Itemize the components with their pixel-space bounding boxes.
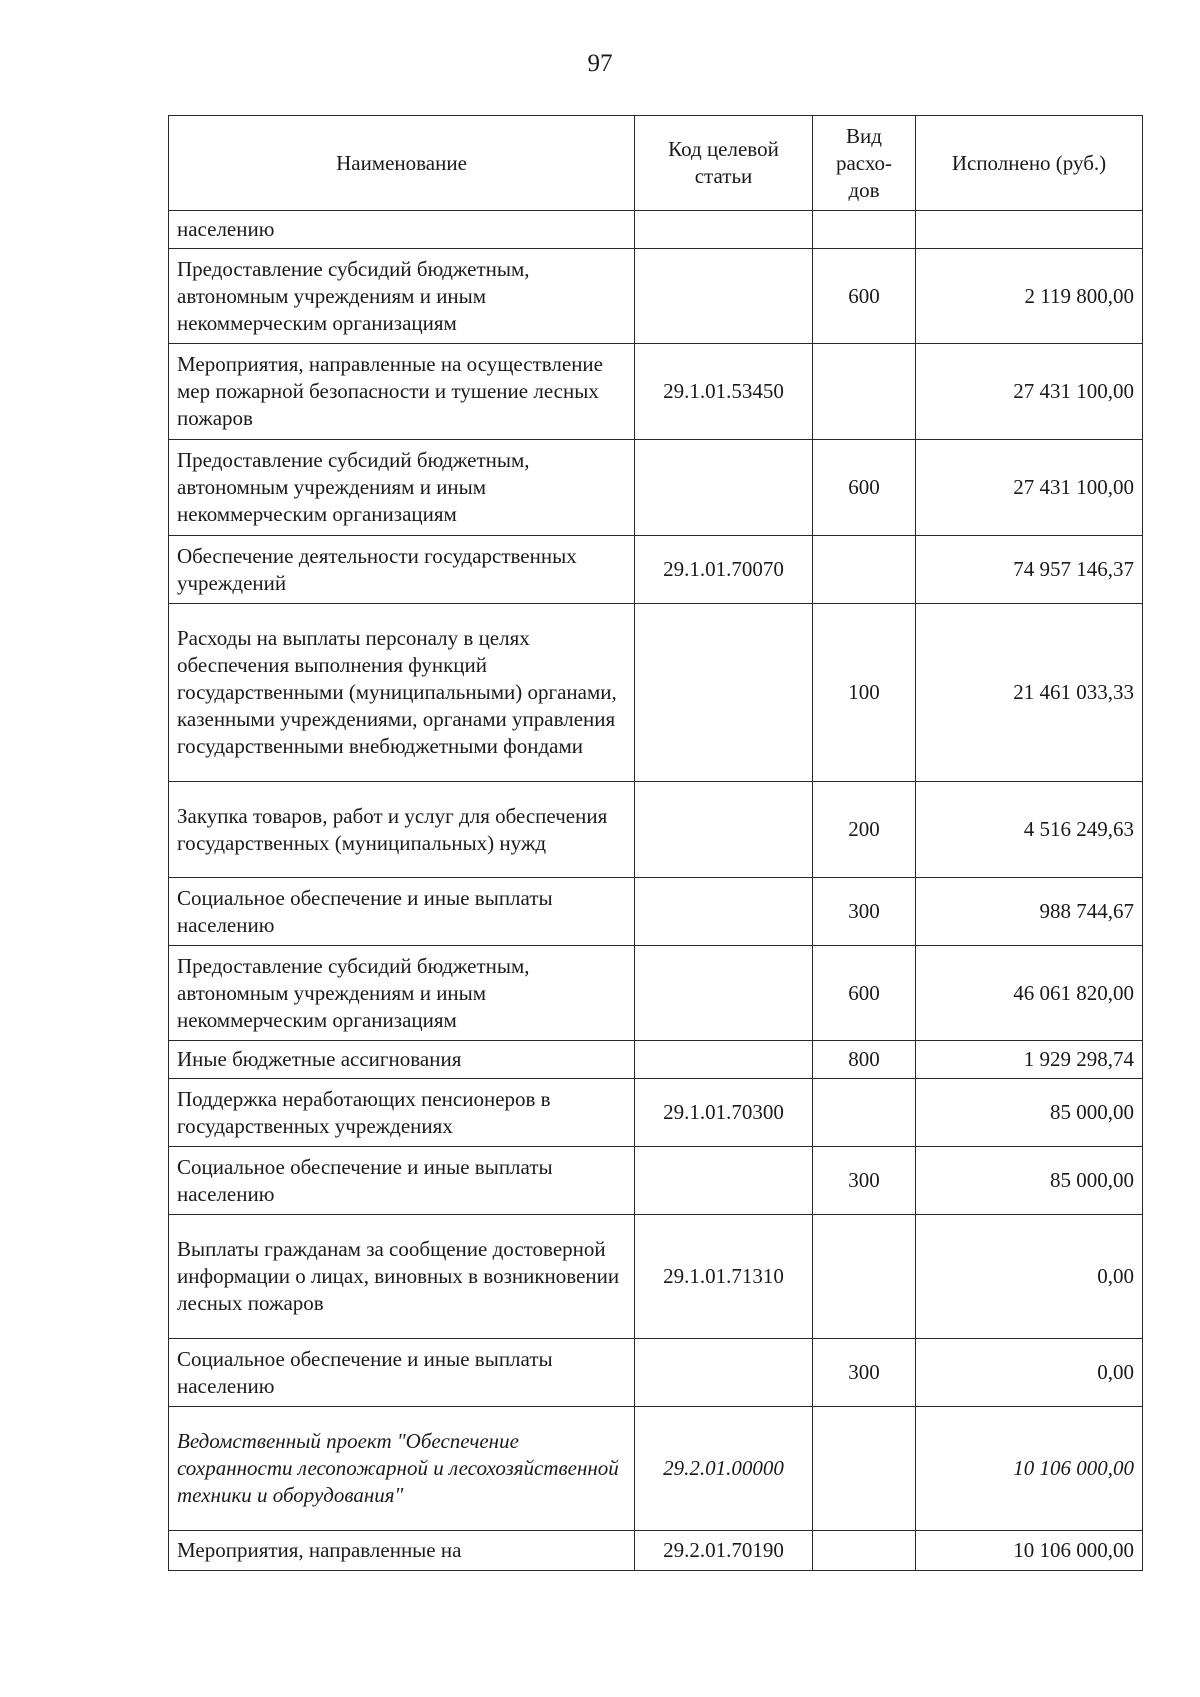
row-type: [813, 1407, 916, 1531]
row-type: [813, 1079, 916, 1147]
row-code: [635, 211, 813, 249]
table-row: [169, 211, 1143, 249]
row-name: Предоставление субсидий бюджетным, автономным учреждениям и иным некоммерческим организациям: [169, 249, 635, 344]
row-amount: 85 000,00: [916, 1079, 1143, 1147]
row-amount: 10 106 000,00: [916, 1531, 1143, 1571]
row-type: 300: [813, 1339, 916, 1407]
row-type: [813, 1215, 916, 1339]
table-row: [169, 1339, 1143, 1407]
row-amount: 10 106 000,00: [916, 1407, 1143, 1531]
table-row: [169, 878, 1143, 946]
row-amount: 27 431 100,00: [916, 344, 1143, 440]
row-type: [813, 211, 916, 249]
row-type: [813, 536, 916, 604]
table-row: [169, 946, 1143, 1041]
row-amount: 27 431 100,00: [916, 440, 1143, 536]
row-type: 600: [813, 946, 916, 1041]
row-type: 100: [813, 604, 916, 782]
row-code: [635, 604, 813, 782]
table-row: [169, 604, 1143, 782]
row-name: Выплаты гражданам за сообщение достоверной информации о лицах, виновных в возникновении лесных пожаров: [169, 1215, 635, 1339]
row-type: [813, 1531, 916, 1571]
row-amount: 0,00: [916, 1215, 1143, 1339]
table-row: [169, 1531, 1143, 1571]
page-number: 97: [587, 50, 613, 77]
row-name: Ведомственный проект "Обеспечение сохранности лесопожарной и лесохозяйственной техники и оборудования": [169, 1407, 635, 1531]
row-code: [635, 249, 813, 344]
table-header-row: [169, 116, 1143, 211]
row-amount: 46 061 820,00: [916, 946, 1143, 1041]
row-name: Социальное обеспечение и иные выплаты населению: [169, 1147, 635, 1215]
row-name: Иные бюджетные ассигнования: [169, 1041, 635, 1079]
row-type: 600: [813, 440, 916, 536]
row-code: 29.2.01.70190: [635, 1531, 813, 1571]
row-code: [635, 1041, 813, 1079]
table-row: [169, 1079, 1143, 1147]
table-row: [169, 1147, 1143, 1215]
row-code: [635, 1339, 813, 1407]
row-name: Обеспечение деятельности государственных учреждений: [169, 536, 635, 604]
row-code: [635, 782, 813, 878]
header-name: Наименование: [169, 116, 635, 211]
row-code: 29.1.01.70300: [635, 1079, 813, 1147]
row-code: 29.1.01.70070: [635, 536, 813, 604]
table-row: [169, 536, 1143, 604]
row-name: Предоставление субсидий бюджетным, автономным учреждениям и иным некоммерческим организациям: [169, 946, 635, 1041]
row-type: 600: [813, 249, 916, 344]
row-amount: 74 957 146,37: [916, 536, 1143, 604]
header-code: Код целевой статьи: [635, 116, 813, 211]
row-amount: 2 119 800,00: [916, 249, 1143, 344]
table-row: [169, 344, 1143, 440]
row-type: 200: [813, 782, 916, 878]
row-type: [813, 344, 916, 440]
table-row: [169, 1215, 1143, 1339]
row-amount: 988 744,67: [916, 878, 1143, 946]
row-amount: [916, 211, 1143, 249]
row-type: 300: [813, 878, 916, 946]
row-code: [635, 1147, 813, 1215]
row-name: Поддержка неработающих пенсионеров в государственных учреждениях: [169, 1079, 635, 1147]
row-name: населению: [169, 211, 635, 249]
row-name: Мероприятия, направленные на осуществление мер пожарной безопасности и тушение лесных пожаров: [169, 344, 635, 440]
row-amount: 0,00: [916, 1339, 1143, 1407]
header-type: Вид расхо-дов: [813, 116, 916, 211]
row-type: 800: [813, 1041, 916, 1079]
row-code: 29.1.01.71310: [635, 1215, 813, 1339]
row-amount: 4 516 249,63: [916, 782, 1143, 878]
row-code: [635, 440, 813, 536]
row-code: [635, 946, 813, 1041]
row-type: 300: [813, 1147, 916, 1215]
row-code: 29.2.01.00000: [635, 1407, 813, 1531]
row-name: Социальное обеспечение и иные выплаты населению: [169, 878, 635, 946]
row-code: [635, 878, 813, 946]
row-amount: 21 461 033,33: [916, 604, 1143, 782]
table-row: [169, 782, 1143, 878]
row-name: Закупка товаров, работ и услуг для обеспечения государственных (муниципальных) нужд: [169, 782, 635, 878]
table-row: [169, 1041, 1143, 1079]
row-name: Мероприятия, направленные на: [169, 1531, 635, 1571]
table-row: [169, 249, 1143, 344]
row-name: Предоставление субсидий бюджетным, автономным учреждениям и иным некоммерческим организациям: [169, 440, 635, 536]
row-code: 29.1.01.53450: [635, 344, 813, 440]
table-row: [169, 440, 1143, 536]
row-name: Расходы на выплаты персоналу в целях обеспечения выполнения функций государственными (муниципальными) органами, казенными учреждениями, органами управления государственными внебюджетными фондами: [169, 604, 635, 782]
table-row: [169, 1407, 1143, 1531]
table-body: [169, 211, 1143, 1571]
header-amount: Исполнено (руб.): [916, 116, 1143, 211]
budget-table: [168, 115, 1143, 1571]
row-name: Социальное обеспечение и иные выплаты населению: [169, 1339, 635, 1407]
row-amount: 85 000,00: [916, 1147, 1143, 1215]
row-amount: 1 929 298,74: [916, 1041, 1143, 1079]
